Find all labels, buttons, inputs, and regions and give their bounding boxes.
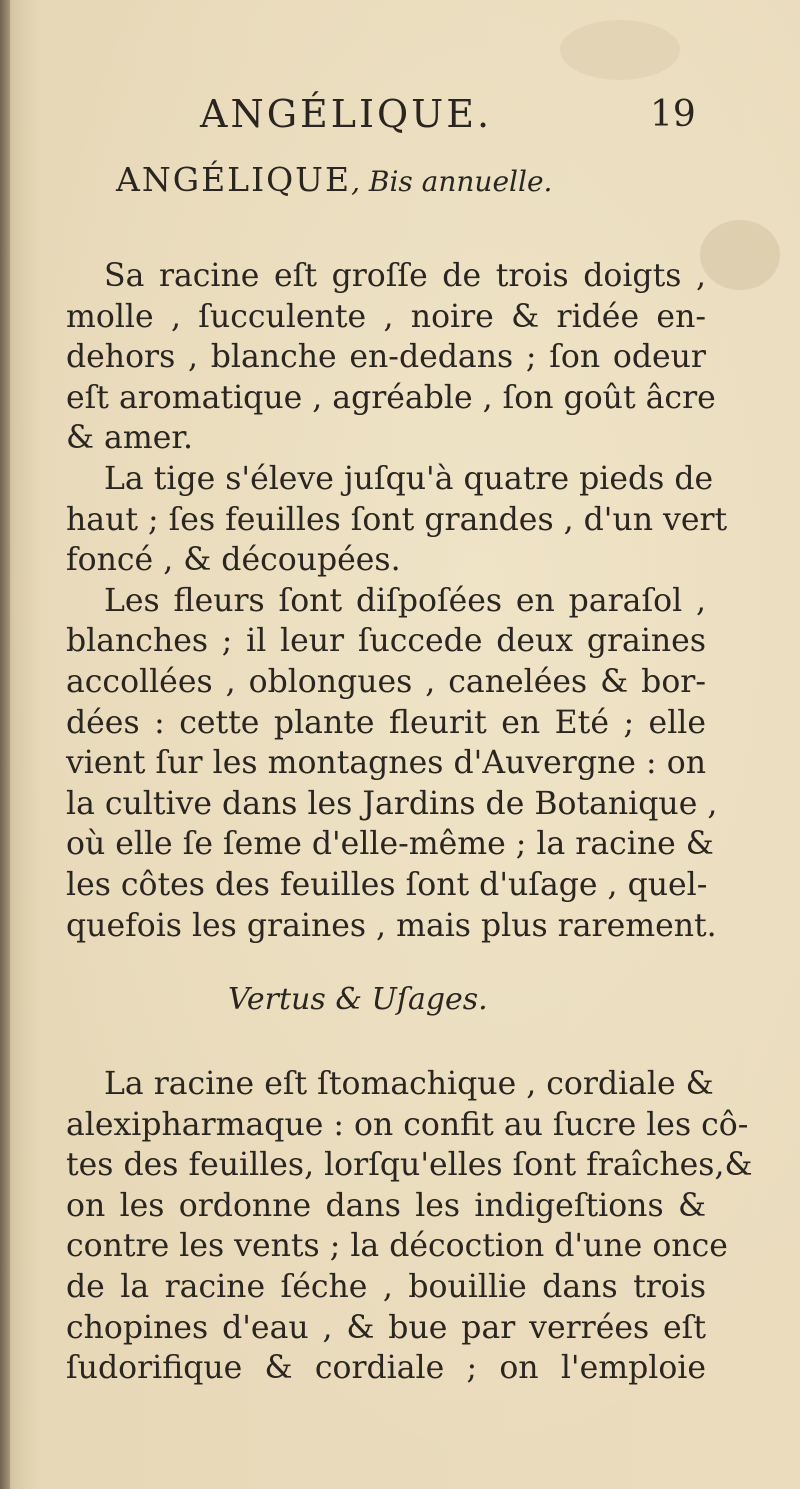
text-line: alexipharmaque : on confit au ſucre les cô- (66, 1106, 749, 1143)
text-line: de la racine ſéche , bouillie dans trois (66, 1268, 706, 1305)
text-line: la cultive dans les Jardins de Botanique , (66, 785, 718, 822)
text-line: Sa racine eſt groſſe de trois doigts , (104, 258, 706, 294)
text-line: foncé , & découpées. (66, 542, 401, 579)
text-line: ſudorifique & cordiale ; on l'emploie (66, 1350, 706, 1387)
text-line: & amer. (66, 420, 193, 457)
text-line: chopines d'eau , & bue par verrées eſt (66, 1309, 706, 1346)
running-head: ANGÉLIQUE. (200, 92, 493, 136)
text-line: quefois les graines , mais plus rarement. (66, 907, 717, 944)
text-line: accollées , oblongues , canelées & bor- (66, 663, 706, 700)
text-line: les côtes des feuilles ſont d'uſage , quel- (66, 866, 708, 903)
entry-name: ANGÉLIQUE (116, 160, 352, 199)
description-paragraphs (66, 256, 728, 946)
text-line: où elle ſe ſeme d'elle-même ; la racine & (66, 826, 714, 863)
text-line: molle , ſucculente , noire & ridée en- (66, 298, 706, 335)
text-line: contre les vents ; la décoction d'une once (66, 1228, 728, 1265)
text-line: La tige s'éleve juſqu'à quatre pieds de (104, 460, 714, 497)
text-line: eſt aromatique , agréable , ſon goût âcre (66, 379, 716, 416)
virtues-paragraph (66, 1064, 753, 1389)
text-line: dehors , blanche en-dedans ; ſon odeur (66, 339, 706, 376)
page-gutter (0, 0, 10, 1489)
page-number: 19 (650, 94, 696, 135)
text-line: blanches ; il leur ſuccede deux graines (66, 623, 706, 660)
text-line: dées : cette plante fleurit en Eté ; elle (66, 704, 706, 741)
text-line: tes des feuilles, lorſqu'elles ſont fraîches,& (66, 1147, 753, 1184)
entry-qualifier: , Bis annuelle. (351, 165, 553, 198)
text-line: on les ordonne dans les indigeſtions & (66, 1187, 706, 1224)
paper-stain (700, 220, 780, 290)
entry-heading (116, 160, 552, 199)
text-line: haut ; ſes feuilles ſont grandes , d'un vert (66, 501, 728, 538)
paper-stain (560, 20, 680, 80)
section-subheading: Vertus & Uſages. (228, 982, 488, 1017)
text-line: Les fleurs ſont diſpoſées en paraſol , (104, 582, 706, 619)
text-line: vient ſur les montagnes d'Auvergne : on (66, 745, 706, 782)
text-line: La racine eſt ſtomachique , cordiale & (104, 1066, 714, 1102)
